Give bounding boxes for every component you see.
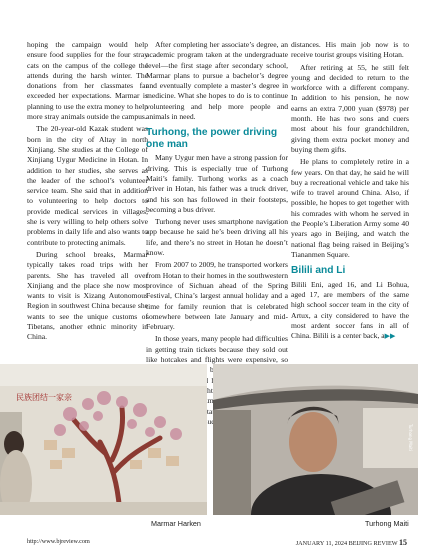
section-heading-bilili-li: Bilili and Li bbox=[291, 265, 346, 277]
section-heading-turhong: Turhong, the power driving one man bbox=[146, 127, 278, 150]
photo-caption-left: Marmar Harken bbox=[151, 519, 201, 528]
photo-caption-right: Turhong Maiti bbox=[365, 519, 409, 528]
paragraph: Turhong never uses smartphone navigation app because he said he’s been driving all his life, and there’s no street in Hotan he doesn’t know. bbox=[146, 217, 288, 258]
paragraph: Many Uygur men have a strong passion for driving. This is especially true of Turhong Maiti’s family. Turhong works as a coach driver in Hotan, his father was a truck driver, and his son has followed in their footsteps, becoming a bus driver. bbox=[146, 153, 288, 214]
photo-turhong-maiti bbox=[213, 364, 418, 515]
photo-illustration bbox=[0, 364, 207, 515]
paragraph: hoping the campaign would help ensure food supplies for the four stray cats on the campus of the college the attends during the harsh winter. The donations from her classmates far exceeded her expectations. Marmar is planning to use the extra money to help more stray animals outside the campus. bbox=[27, 40, 148, 122]
photo-illustration bbox=[213, 364, 418, 515]
paragraph bbox=[291, 280, 409, 342]
paragraph-text: Bilili Eni, aged 16, and Li Bohua, aged 17, are members of the same high school soccer team in the city of Artux, a city considered to have the most ardent soccer fans in all of China. Bilili is a center back, a bbox=[291, 279, 409, 341]
sign-text: 民族团结一家亲 bbox=[16, 393, 72, 402]
column-3 bbox=[291, 40, 409, 344]
page-number: 15 bbox=[399, 538, 407, 547]
paragraph: He plans to completely retire in a few years. On that day, he said he will buy a recreational vehicle and take his wife to travel around China. Also, if possible, he hopes to get together with his comrades with whom he served in the People’s Liberation Army some 40 years ago in Beijing, and watch the national flag being raised in Beijing’s Tiananmen Square. bbox=[291, 157, 409, 259]
paragraph: In those years, many people had difficulties in getting train tickets because they sold out like hotcakes and flights were expensive, so km. such bbox=[146, 334, 288, 426]
paragraph: From 2007 to 2009, he transported workers from Hotan to their homes in the southwestern province of Sichuan ahead of the Spring Festival, China’s largest annual holiday and a time for family reunion that is celebrated somewhere between late January and mid-February. bbox=[146, 260, 288, 332]
footer-url: http://www.bjreview.com bbox=[27, 538, 90, 545]
paragraph: After retiring at 55, he still felt young and decided to return to the workforce with a different company. In addition to his pension, he now earns an extra 7,000 yuan ($978) per month. He has two sons and cuers most about his four grandchildren, giving them extra pocket money and buying them gifts. bbox=[291, 62, 409, 154]
footer-issue bbox=[296, 538, 407, 547]
photo-marmar-harken bbox=[0, 364, 207, 515]
paragraph: During school breaks, Marmar typically takes road trips with her parents. She has traveled all over Xinjiang and the place she now most wants to visit is Xizang Autonomous Region in southwest China because she wants to see the unique customs of Tibetans, another ethnic minority in China. bbox=[27, 249, 148, 342]
continue-arrow-icon: ▶▶ bbox=[384, 332, 396, 341]
photo-credit: Turhong Maiti bbox=[408, 424, 413, 451]
paragraph: The 20-year-old Kazak student was born in the city of Altay in north Xinjiang. She studies at the College of Xinjiang Uygur Medicine in Hotan. In addition to her studies, she serves as the leader of the school’s volunteer service team. She said that in addition to volunteering to help doctors to provide medical services in villages, she is very willing to help others solve problems in daily life and also wants to contribute to protecting animals. bbox=[27, 124, 148, 247]
paragraph: After completing her associate’s degree, an academic program taken at the undergraduate level—the first stage after secondary school, Marmar plans to pursue a bachelor’s degree and eventually complete a master’s degree in medicine. What she hopes to do is to continue volunteering and help more people and animals in need. bbox=[146, 40, 288, 122]
issue-text: JANUARY 11, 2024 BEIJING REVIEW bbox=[295, 540, 398, 547]
paragraph: distances. His main job now is to receive tourist groups visiting Hotan. bbox=[291, 40, 409, 60]
column-1 bbox=[27, 40, 148, 345]
